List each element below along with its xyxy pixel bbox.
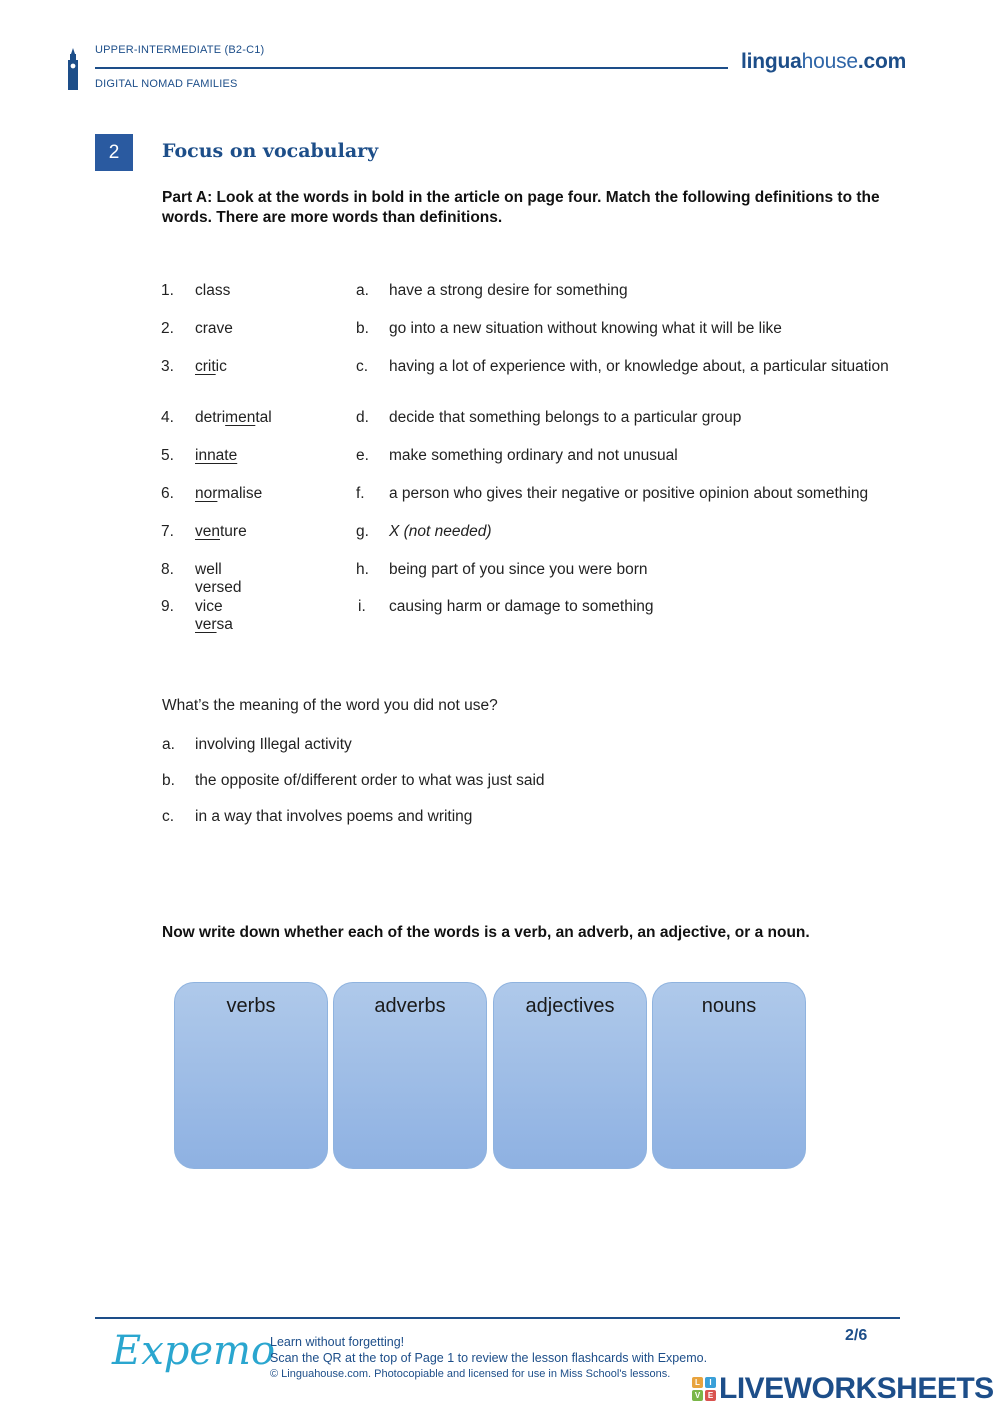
adjectives-drop-box[interactable]: adjectives <box>493 982 647 1169</box>
liveworksheets-icon: L I V E <box>692 1377 716 1401</box>
verbs-drop-box[interactable]: verbs <box>174 982 328 1169</box>
vocab-word: crave <box>195 320 233 337</box>
part-a-instruction: Part A: Look at the words in bold in the article on page four. Match the following definitions to the words. There are more words than definitions. <box>162 189 880 226</box>
section-number: 2 <box>95 134 133 171</box>
vocab-word: vice versa <box>195 598 233 633</box>
definition: a person who gives their negative or positive opinion about something <box>389 485 869 502</box>
definition: having a lot of experience with, or knowledge about, a particular situation <box>389 358 889 375</box>
vocab-word: class <box>195 282 231 299</box>
vocab-word: well versed <box>195 561 242 596</box>
definition: have a strong desire for something <box>389 282 628 299</box>
definition: decide that something belongs to a particular group <box>389 409 742 426</box>
expemo-logo[interactable]: Expemo <box>112 1328 276 1374</box>
footer-divider <box>95 1317 900 1319</box>
adverbs-drop-box[interactable]: adverbs <box>333 982 487 1169</box>
definition: causing harm or damage to something <box>389 598 654 615</box>
vocab-word: innate <box>195 447 238 464</box>
definition: go into a new situation without knowing what it will be like <box>389 320 782 337</box>
vocab-word: venture <box>195 523 247 540</box>
big-ben-icon <box>66 48 80 90</box>
brand-logo[interactable]: linguahouse.com <box>741 50 907 73</box>
vocab-word: critic <box>195 358 227 375</box>
header-divider <box>95 67 728 69</box>
vocab-word: detrimental <box>195 409 272 426</box>
section-title: Focus on vocabulary <box>162 140 379 162</box>
word-class-instruction: Now write down whether each of the words is a verb, an adverb, an adjective, or a noun. <box>162 924 810 941</box>
level-label: UPPER-INTERMEDIATE (B2-C1) <box>95 44 265 56</box>
page-number: 2/6 <box>845 1327 868 1344</box>
definition: being part of you since you were born <box>389 561 648 578</box>
definition: make something ordinary and not unusual <box>389 447 678 464</box>
nouns-drop-box[interactable]: nouns <box>652 982 806 1169</box>
topic-label: DIGITAL NOMAD FAMILIES <box>95 78 238 90</box>
unused-word-question: What’s the meaning of the word you did not use? <box>162 697 498 714</box>
definition: X (not needed) <box>389 523 492 540</box>
liveworksheets-logo[interactable]: L I V E LIVEWORKSHEETS <box>692 1372 994 1406</box>
vocab-word: normalise <box>195 485 263 502</box>
footer-text: Learn without forgetting! Scan the QR at the top of Page 1 to review the lesson flashcards with Expemo. © Linguahouse.com. Photocopiable and licensed for use in Miss School's lessons. <box>270 1335 708 1380</box>
